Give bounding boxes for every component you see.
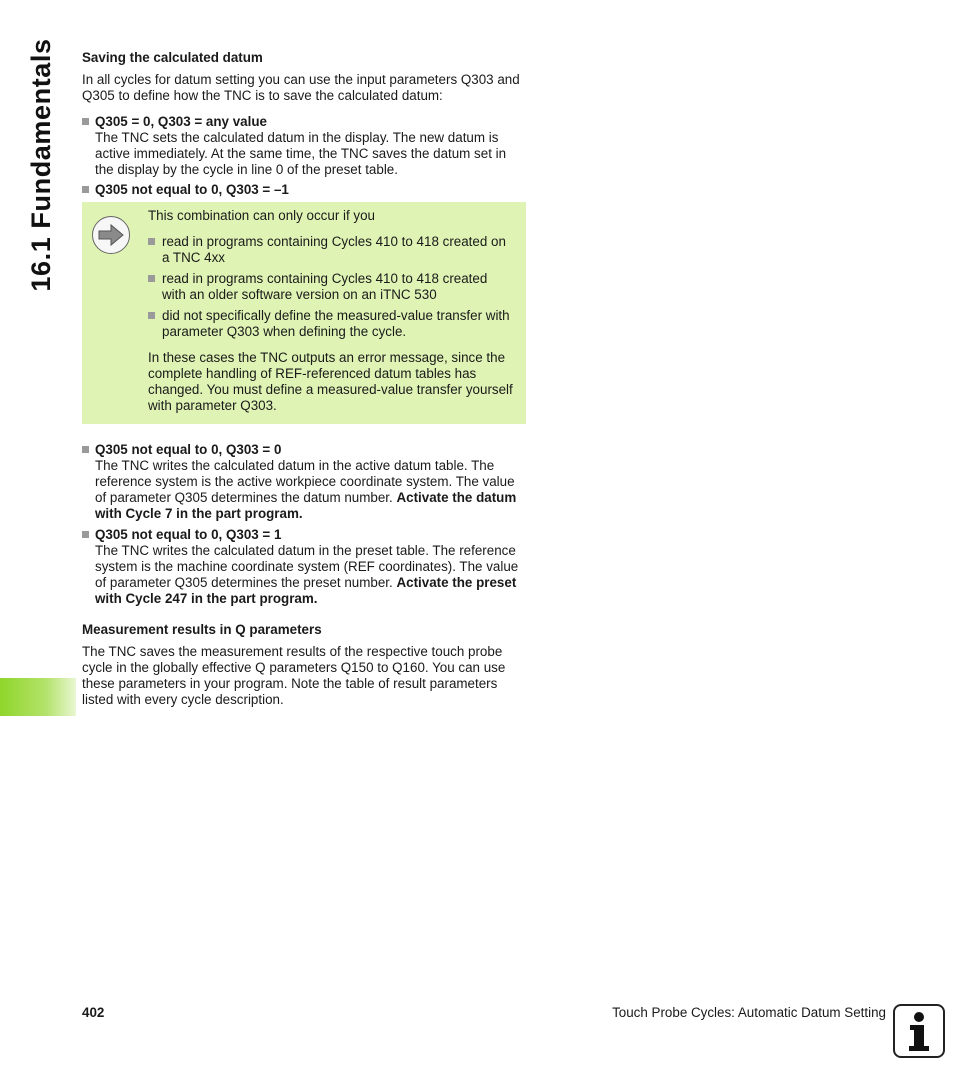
item-text-container — [95, 458, 527, 522]
square-bullet-icon — [82, 531, 89, 538]
square-bullet-icon — [82, 118, 89, 125]
section-heading-saving: Saving the calculated datum — [82, 50, 263, 65]
item-label: Q305 = 0, Q303 = any value — [95, 114, 267, 129]
list-item — [82, 442, 527, 522]
page-number: 402 — [82, 1005, 105, 1020]
item-label: Q305 not equal to 0, Q303 = 1 — [95, 527, 282, 542]
item-text: The TNC writes the calculated datum in the active datum table. The reference system is the active workpiece coordinate system. The value of parameter Q305 determines the datum number. — [95, 458, 515, 505]
list-item — [82, 182, 527, 198]
item-bold-text: Activate the datum with Cycle 7 in the part program. — [95, 490, 517, 521]
chapter-tab-marker — [0, 678, 76, 716]
item-label: Q305 not equal to 0, Q303 = 0 — [95, 442, 282, 457]
square-bullet-icon — [148, 312, 155, 319]
item-bold-text: Activate the preset with Cycle 247 in the part program. — [95, 575, 517, 606]
chapter-title-text: 16.1 Fundamentals — [26, 38, 56, 292]
square-bullet-icon — [82, 186, 89, 193]
note-list-item — [148, 308, 514, 340]
square-bullet-icon — [148, 275, 155, 282]
note-bullet-text: read in programs containing Cycles 410 to 418 created on a TNC 4xx — [162, 234, 506, 265]
page-content — [82, 50, 527, 708]
item-label: Q305 not equal to 0, Q303 = –1 — [95, 182, 289, 197]
list-item — [82, 527, 527, 607]
note-intro: This combination can only occur if you — [148, 208, 376, 223]
note-bullet-text: read in programs containing Cycles 410 to 418 created with an older software version on an iTNC 530 — [162, 271, 488, 302]
chapter-side-title — [12, 40, 70, 290]
note-bullet-text: did not specifically define the measured-value transfer with parameter Q303 when defining the cycle. — [162, 308, 510, 339]
saving-intro: In all cycles for datum setting you can use the input parameters Q303 and Q305 to define how the TNC is to save the calculated datum: — [82, 72, 520, 103]
note-box — [82, 202, 526, 424]
note-list-item — [148, 271, 514, 303]
arrow-right-icon — [92, 216, 130, 254]
note-list-item — [148, 234, 514, 266]
item-text-container — [95, 543, 527, 607]
item-text: The TNC sets the calculated datum in the display. The new datum is active immediately. At the same time, the TNC saves the datum set in the display by the cycle in line 0 of the preset table. — [95, 130, 507, 177]
section-heading-results: Measurement results in Q parameters — [82, 622, 322, 637]
info-icon — [893, 1004, 945, 1058]
square-bullet-icon — [82, 446, 89, 453]
list-item — [82, 114, 527, 178]
note-outro: In these cases the TNC outputs an error message, since the complete handling of REF-referenced datum tables has changed. You must define a measured-value transfer yourself with parameter Q303. — [148, 350, 513, 413]
item-text: The TNC writes the calculated datum in the preset table. The reference system is the machine coordinate system (REF coordinates). The value of parameter Q305 determines the preset number. — [95, 543, 519, 590]
results-text: The TNC saves the measurement results of the respective touch probe cycle in the globally effective Q parameters Q150 to Q160. You can use these parameters in your program. Note the table of result parameters listed with every cycle description. — [82, 644, 506, 707]
footer-title: Touch Probe Cycles: Automatic Datum Setting — [612, 1005, 886, 1020]
square-bullet-icon — [148, 238, 155, 245]
